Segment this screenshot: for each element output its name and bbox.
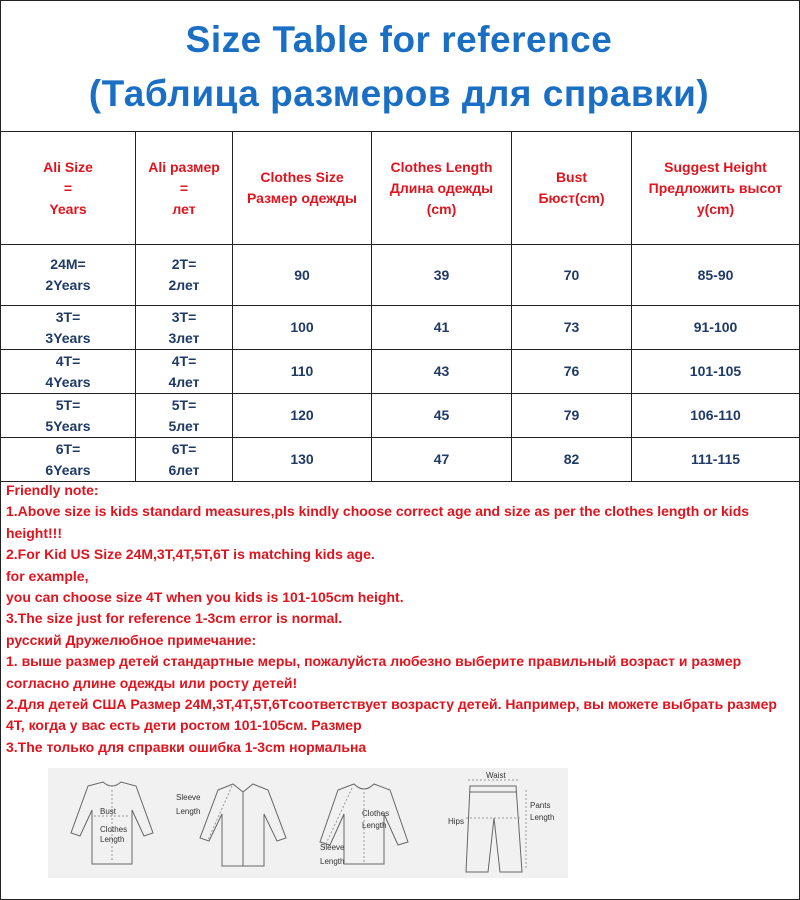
cell-ali-ru: [136, 394, 233, 438]
header-text: =: [179, 179, 189, 196]
cell-clothes-size: 130: [233, 438, 372, 482]
header-text: у(cm): [696, 200, 735, 217]
shirt-sleeve-diagram: [200, 784, 286, 866]
shirt-front-diagram: [71, 782, 153, 864]
cell-length: 47: [372, 438, 512, 482]
cell-text: 3лет: [168, 329, 200, 346]
cell-height: 85-90: [632, 245, 800, 306]
pants-label: Pants: [530, 801, 551, 810]
cell-length: 41: [372, 306, 512, 350]
cell-clothes-size: 100: [233, 306, 372, 350]
sleeve-length-label: Length: [176, 807, 201, 816]
header-text: Clothes Size: [260, 169, 344, 185]
cell-text: 3T=: [55, 308, 81, 325]
measurement-diagrams-svg: [48, 768, 568, 878]
header-text: Years: [49, 200, 87, 217]
header-clothes-size: [233, 132, 372, 245]
note-line: you can choose size 4T when you kids is 101-105cm height.: [6, 589, 404, 606]
sleeve-length-label: Length: [320, 857, 345, 866]
title-banner: [0, 0, 798, 132]
note-line: 3.The size just for reference 1-3cm error is normal.: [6, 610, 343, 627]
cell-text: 4T=: [171, 352, 197, 369]
clothes-length-label: Length: [100, 835, 125, 844]
cell-text: 5Years: [45, 417, 91, 434]
note-line: 2.Для детей США Размер 24M,3T,4T,5T,6Tсоответствует возрасту детей. Например, вы можете выбрать размер 4T, когда у вас есть дети ростом 101-105см. Размер: [6, 696, 777, 734]
table-row: [1, 394, 800, 438]
cell-bust: 82: [512, 438, 632, 482]
measurement-diagrams: [48, 768, 568, 878]
cell-text: 2T=: [171, 256, 197, 272]
cell-text: 2лет: [168, 277, 200, 293]
cell-bust: 76: [512, 350, 632, 394]
header-text: (cm): [426, 200, 457, 217]
header-text: Длина одежды: [389, 179, 494, 196]
cell-text: 6Years: [45, 461, 91, 478]
cell-ali-size: [1, 350, 136, 394]
cell-height: 106-110: [632, 394, 800, 438]
cell-clothes-size: 90: [233, 245, 372, 306]
size-table: [0, 131, 800, 482]
cell-bust: 79: [512, 394, 632, 438]
header-text: Clothes Length: [390, 158, 493, 175]
cell-length: 45: [372, 394, 512, 438]
cell-text: 24M=: [50, 256, 86, 272]
table-row: [1, 438, 800, 482]
header-text: Ali размер: [148, 158, 220, 175]
cell-text: 3Years: [45, 329, 91, 346]
note-line: русский Дружелюбное примечание:: [6, 631, 257, 648]
cell-text: 2Years: [45, 277, 91, 293]
cell-clothes-size: 120: [233, 394, 372, 438]
table-header-row: [1, 132, 800, 245]
friendly-notes: [6, 480, 796, 758]
cell-ali-size: [1, 438, 136, 482]
header-bust: [512, 132, 632, 245]
table-row: [1, 350, 800, 394]
note-line: 1.Above size is kids standard measures,pls kindly choose correct age and size as per the clothes length or kids height!!!: [6, 503, 750, 541]
header-suggest-height: [632, 132, 800, 245]
header-text: Размер одежды: [247, 190, 357, 206]
cell-length: 43: [372, 350, 512, 394]
cell-clothes-size: 110: [233, 350, 372, 394]
header-clothes-length: [372, 132, 512, 245]
cell-text: 5T=: [171, 396, 197, 413]
hips-label: Hips: [448, 817, 465, 826]
waist-label: Waist: [486, 771, 506, 780]
pants-diagram: [466, 780, 526, 872]
header-text: Bust: [555, 169, 588, 185]
note-line: 2.For Kid US Size 24M,3T,4T,5T,6T is matching kids age.: [6, 546, 375, 563]
cell-bust: 70: [512, 245, 632, 306]
sleeve-label: Sleeve: [320, 843, 345, 852]
cell-text: 4лет: [168, 373, 200, 390]
clothes-label: Clothes: [362, 809, 390, 818]
table-row: [1, 306, 800, 350]
cell-text: 6лет: [168, 461, 200, 478]
cell-text: 4T=: [55, 352, 81, 369]
note-line: 3.The только для справки ошибка 1-3cm нормальна: [6, 738, 367, 755]
cell-ali-size: [1, 394, 136, 438]
cell-height: 101-105: [632, 350, 800, 394]
cell-height: 111-115: [632, 438, 800, 482]
note-line: 1. выше размер детей стандартные меры, пожалуйста любезно выберите правильный возраст и размер согласно длине одежды или росту детей!: [6, 653, 742, 691]
cell-height: 91-100: [632, 306, 800, 350]
cell-text: 4Years: [45, 373, 91, 390]
header-text: лет: [172, 200, 196, 217]
note-line: Friendly note:: [6, 482, 99, 498]
page-subtitle: (Таблица размеров для справки): [88, 73, 710, 114]
table-row: [1, 245, 800, 306]
cell-ali-size: [1, 245, 136, 306]
header-text: Предложить высот: [648, 179, 783, 196]
page-title: Size Table for reference: [185, 19, 613, 60]
cell-text: 5T=: [55, 396, 81, 413]
sleeve-label: Sleeve: [176, 793, 201, 802]
cell-text: 6T=: [55, 440, 81, 457]
header-ali-size-ru: [136, 132, 233, 245]
clothes-length-label: Clothes: [100, 825, 128, 834]
length-label: Length: [362, 821, 387, 830]
cell-ali-ru: [136, 350, 233, 394]
bust-label: Bust: [100, 807, 117, 816]
cell-ali-ru: [136, 306, 233, 350]
cell-ali-ru: [136, 245, 233, 306]
header-text: Ali Size: [43, 158, 93, 175]
cell-text: 3T=: [171, 308, 197, 325]
header-text: =: [63, 179, 73, 196]
cell-ali-size: [1, 306, 136, 350]
cell-length: 39: [372, 245, 512, 306]
cell-ali-ru: [136, 438, 233, 482]
note-line: for example,: [6, 567, 89, 584]
header-text: Suggest Height: [664, 158, 767, 175]
cell-bust: 73: [512, 306, 632, 350]
header-text: Бюст(cm): [538, 190, 605, 206]
pants-length-label: Length: [530, 813, 555, 822]
header-ali-size: [1, 132, 136, 245]
cell-text: 6T=: [171, 440, 197, 457]
cell-text: 5лет: [168, 417, 200, 434]
